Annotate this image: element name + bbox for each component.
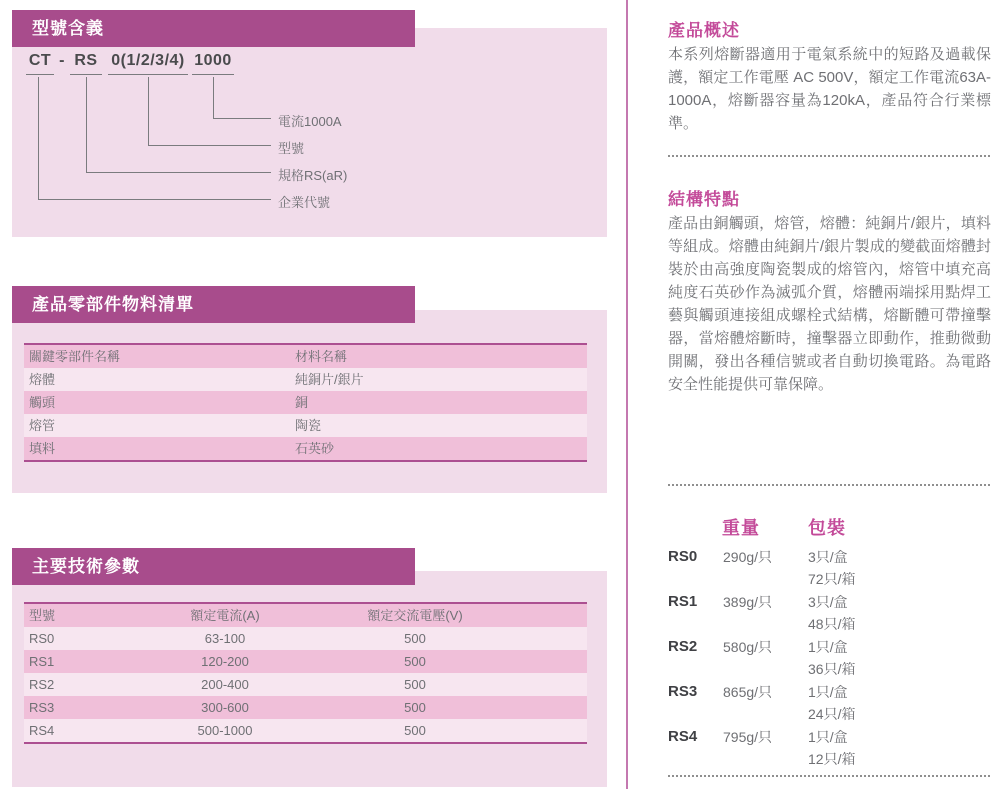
table-row [24,627,587,650]
callout-label-model: 型號 [278,141,305,156]
material-name: 純銅片/銀片 [295,372,364,387]
part-name: 熔管 [29,418,56,433]
code-segment-model: 0(1/2/3/4) [108,52,188,75]
callout-label-spec: 規格RS(aR) [278,168,348,183]
box-packing: 1只/盒 [808,639,848,655]
model-cell: RS0 [29,631,55,646]
table-row [24,719,587,742]
column-header: 材料名稱 [295,349,348,364]
table-row [24,696,587,719]
packing-column-header: 包裝 [808,518,846,538]
overview-paragraph: 本系列熔斷器適用于電氣系統中的短路及過載保護，額定工作電壓 AC 500V，額定工作電流63A-1000A，熔斷器容量為120kA，產品符合行業標準。 [668,46,991,132]
box-packing: 1只/盒 [808,729,848,745]
dotted-divider [668,775,990,777]
tech-params-table [24,602,587,744]
callout-label-current: 電流1000A [278,114,342,129]
box-packing: 3只/盒 [808,549,848,565]
model-cell: RS2 [29,677,55,692]
model-label: RS3 [668,683,698,700]
part-name: 熔體 [29,372,56,387]
carton-packing: 36只/箱 [808,661,856,677]
model-label: RS2 [668,638,698,655]
list-item [668,636,990,680]
packing-values [808,591,990,635]
table-row [24,437,587,460]
box-packing: 3只/盒 [808,594,848,610]
carton-packing: 12只/箱 [808,751,856,767]
dotted-divider [668,484,990,486]
table-row [24,368,587,391]
structure-heading: 結構特點 [668,190,740,209]
callout-label-company: 企業代號 [278,195,331,210]
model-cell: RS4 [29,723,55,738]
box-packing: 1只/盒 [808,684,848,700]
current-cell: 63-100 [204,631,246,646]
overview-heading: 產品概述 [668,21,740,40]
part-name: 填料 [29,441,56,456]
carton-packing: 72只/箱 [808,571,856,587]
packing-values [808,681,990,725]
voltage-cell: 500 [404,700,426,715]
material-name: 銅 [295,395,309,410]
packing-values [808,726,990,770]
packing-values [808,546,990,590]
table-row [24,650,587,673]
callout-line-company [38,77,271,200]
part-name: 觸頭 [29,395,56,410]
model-cell: RS1 [29,654,55,669]
list-item [668,681,990,725]
section-title-model-meaning: 型號含義 [12,10,415,47]
column-header: 額定電流(A) [190,608,260,623]
weight-value: 290g/只 [723,549,773,565]
model-label: RS4 [668,728,698,745]
dotted-divider [668,155,990,157]
column-header: 關鍵零部件名稱 [29,349,121,364]
weight-value: 580g/只 [723,639,773,655]
material-name: 石英砂 [295,441,335,456]
weight-value: 389g/只 [723,594,773,610]
column-header: 型號 [29,608,56,623]
section-title-parts-list: 產品零部件物料清單 [12,286,415,323]
list-item [668,726,990,770]
code-segment-spec: RS [70,52,102,75]
column-header: 額定交流電壓(V) [367,608,463,623]
list-item [668,591,990,635]
model-label: RS0 [668,548,698,565]
table-header-row [24,345,587,368]
model-label: RS1 [668,593,698,610]
code-segment-company: CT [26,52,54,75]
weight-value: 795g/只 [723,729,773,745]
column-divider [626,0,628,789]
table-row [24,391,587,414]
weight-packing-list [668,546,990,771]
code-segment-dash: - [59,52,65,69]
current-cell: 500-1000 [197,723,253,738]
parts-material-table [24,343,587,462]
weight-column-header: 重量 [722,518,760,538]
material-name: 陶瓷 [295,418,322,433]
carton-packing: 48只/箱 [808,616,856,632]
voltage-cell: 500 [404,723,426,738]
carton-packing: 24只/箱 [808,706,856,722]
structure-paragraph: 產品由銅觸頭，熔管，熔體：純銅片/銀片，填料等組成。熔體由純銅片/銀片製成的變截面熔體封裝於由高強度陶瓷製成的熔管內，熔管中填充高純度石英砂作為滅弧介質，熔體兩端採用點焊工藝與觸頭連接組成螺栓式結構，熔斷體可帶撞擊器，當熔體熔斷時，撞擊器立即動作，推動微動開關，發出各種信號或者自動切換電路。為電路安全性能提供可靠保障。 [668,215,991,393]
voltage-cell: 500 [404,677,426,692]
packing-values [808,636,990,680]
current-cell: 300-600 [201,700,249,715]
weight-value: 865g/只 [723,684,773,700]
table-header-row [24,604,587,627]
model-cell: RS3 [29,700,55,715]
table-row [24,673,587,696]
voltage-cell: 500 [404,654,426,669]
current-cell: 200-400 [201,677,249,692]
section-title-tech-params: 主要技術參數 [12,548,415,585]
code-segment-current: 1000 [192,52,234,75]
current-cell: 120-200 [201,654,249,669]
table-row [24,414,587,437]
list-item [668,546,990,590]
voltage-cell: 500 [404,631,426,646]
